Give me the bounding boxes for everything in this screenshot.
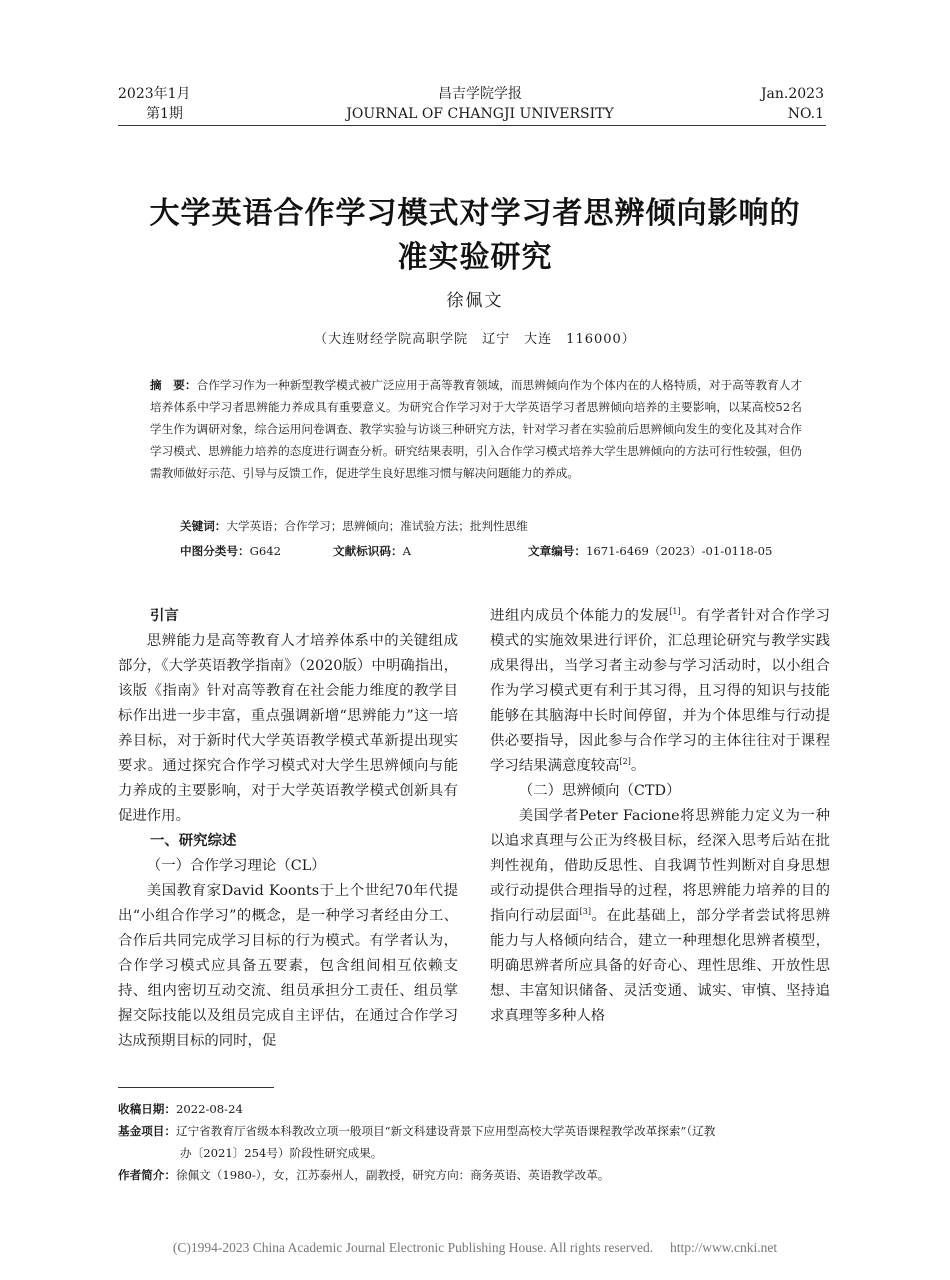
intro-heading: 引言 [150, 608, 179, 624]
author-bio: 作者简介：徐佩文（1980-），女，江苏泰州人，副教授，研究方向：商务英语、英语教学改革。 [118, 1168, 610, 1182]
right-paragraph-1: 进组内成员个体能力的发展[1]。有学者针对合作学习模式的实施效果进行评价，汇总理论研究与教学实践成果得出，当学习者主动参与学习活动时，以小组合作为学习模式更有利于其习得，且习得的知识与技能能够在其脑海中长时间停留，并为个体思维与行动提供必要指导，因此参与合作学习的主体往往对于课程学习结果满意度较高[2]。 [490, 607, 830, 774]
keywords-label: 关键词： [180, 519, 227, 533]
citation-1: [1] [669, 607, 681, 617]
right-paragraph-2: 美国学者Peter Facione将思辨能力定义为一种以追求真理与公正为终极目标，经深入思考后站在批判性视角，借助反思性、自我调节性判断对自身思想或行动提供合理指导的过程，将思辨能力培养的目的指向行动层面[3]。在此基础上，部分学者尝试将思辨能力与人格倾向结合，建立一种理想化思辨者模型，明确思辨者所应具备的好奇心、理性思维、开放性思想、丰富知识储备、灵活变通、诚实、审慎、坚持追求真理等多种人格 [490, 808, 830, 1024]
subsection-2-heading: （二）思辨倾向（CTD） [518, 783, 681, 799]
footnote-divider [118, 1087, 274, 1088]
title-line-1: 大学英语合作学习模式对学习者思辨倾向影响的 [149, 196, 801, 231]
fund-project: 基金项目：辽宁省教育厅省级本科教改立项一般项目“新文科建设背景下应用型高校大学英语课程教学改革探索”（辽教 [118, 1124, 716, 1138]
issue-number: 第1期 [146, 106, 183, 122]
header-left [118, 84, 191, 124]
document-code: 文献标识码：A [333, 544, 411, 558]
affiliation: （大连财经学院高职学院 辽宁 大连 116000） [314, 332, 636, 347]
left-column [118, 604, 458, 1054]
journal-name-en: JOURNAL OF CHANGJI UNIVERSITY [346, 106, 614, 122]
abstract [150, 374, 802, 484]
issue-date-en: Jan.2023 [760, 86, 824, 102]
subsection-1-paragraph: 美国教育家David Koonts于上个世纪70年代提出“小组合作学习”的概念，是一种学习者经由分工、合作后共同完成学习目标的行为模式。有学者认为，合作学习模式应具备五要素，包含组间相互依赖支持、组内密切互动交流、组员承担分工责任、组员掌握交际技能以及组员完成自主评估，在通过合作学习达成预期目标的同时，促 [118, 883, 458, 1049]
title-line-2: 准实验研究 [397, 240, 553, 275]
clc-number: 中图分类号：G642 [180, 544, 281, 558]
abstract-text: 合作学习作为一种新型教学模式被广泛应用于高等教育领域，而思辨倾向作为个体内在的人格特质，对于高等教育人才培养体系中学习者思辨能力养成具有重要意义。为研究合作学习对于大学英语学习者思辨倾向培养的主要影响，以某高校52名学生作为调研对象，综合运用问卷调查、教学实验与访谈三种研究方法，针对学习者在实验前后思辨倾向发生的变化及其对合作学习模式、思辨能力培养的态度进行调查分析。研究结果表明，引入合作学习模式培养大学生思辨倾向的方法可行性较强，但仍需教师做好示范、引导与反馈工作，促进学生良好思维习惯与解决问题能力的养成。 [150, 378, 802, 480]
author-name: 徐佩文 [446, 291, 504, 311]
article-number: 文章编号：1671-6469（2023）-01-0118-05 [528, 544, 773, 558]
header-right [761, 84, 824, 124]
issue-number-en: NO.1 [787, 106, 824, 122]
received-date: 收稿日期：2022-08-24 [118, 1102, 243, 1116]
fund-project-cont: 办〔2021〕254号）阶段性研究成果。 [180, 1146, 383, 1160]
header-center [300, 84, 660, 124]
section-1-heading: 一、研究综述 [150, 833, 237, 849]
keywords [180, 516, 800, 536]
footnotes [118, 1098, 838, 1186]
subsection-1-heading: （一）合作学习理论（CL） [146, 858, 326, 874]
header-divider [118, 125, 826, 126]
citation-3: [3] [579, 907, 591, 917]
right-column [490, 604, 830, 1029]
copyright-notice: (C)1994-2023 China Academic Journal Electronic Publishing House. All rights reserved. http://www.cnki.net [172, 1240, 778, 1255]
journal-name-cn: 昌吉学院学报 [438, 86, 522, 102]
abstract-label: 摘 要： [150, 378, 197, 392]
intro-paragraph: 思辨能力是高等教育人才培养体系中的关键组成部分，《大学英语教学指南》（2020版）中明确指出，该版《指南》针对高等教育在社会能力维度的教学目标作出进一步丰富，重点强调新增“思辨能力”这一培养目标，对于新时代大学英语教学模式革新提出现实要求。通过探究合作学习模式对大学生思辨倾向与能力养成的主要影响，对于大学英语教学模式创新具有促进作用。 [118, 633, 458, 824]
issue-date: 2023年1月 [118, 86, 191, 102]
paper-title [100, 192, 850, 280]
keywords-text: 大学英语；合作学习；思辨倾向；准试验方法；批判性思维 [226, 519, 528, 533]
citation-2: [2] [619, 757, 631, 767]
